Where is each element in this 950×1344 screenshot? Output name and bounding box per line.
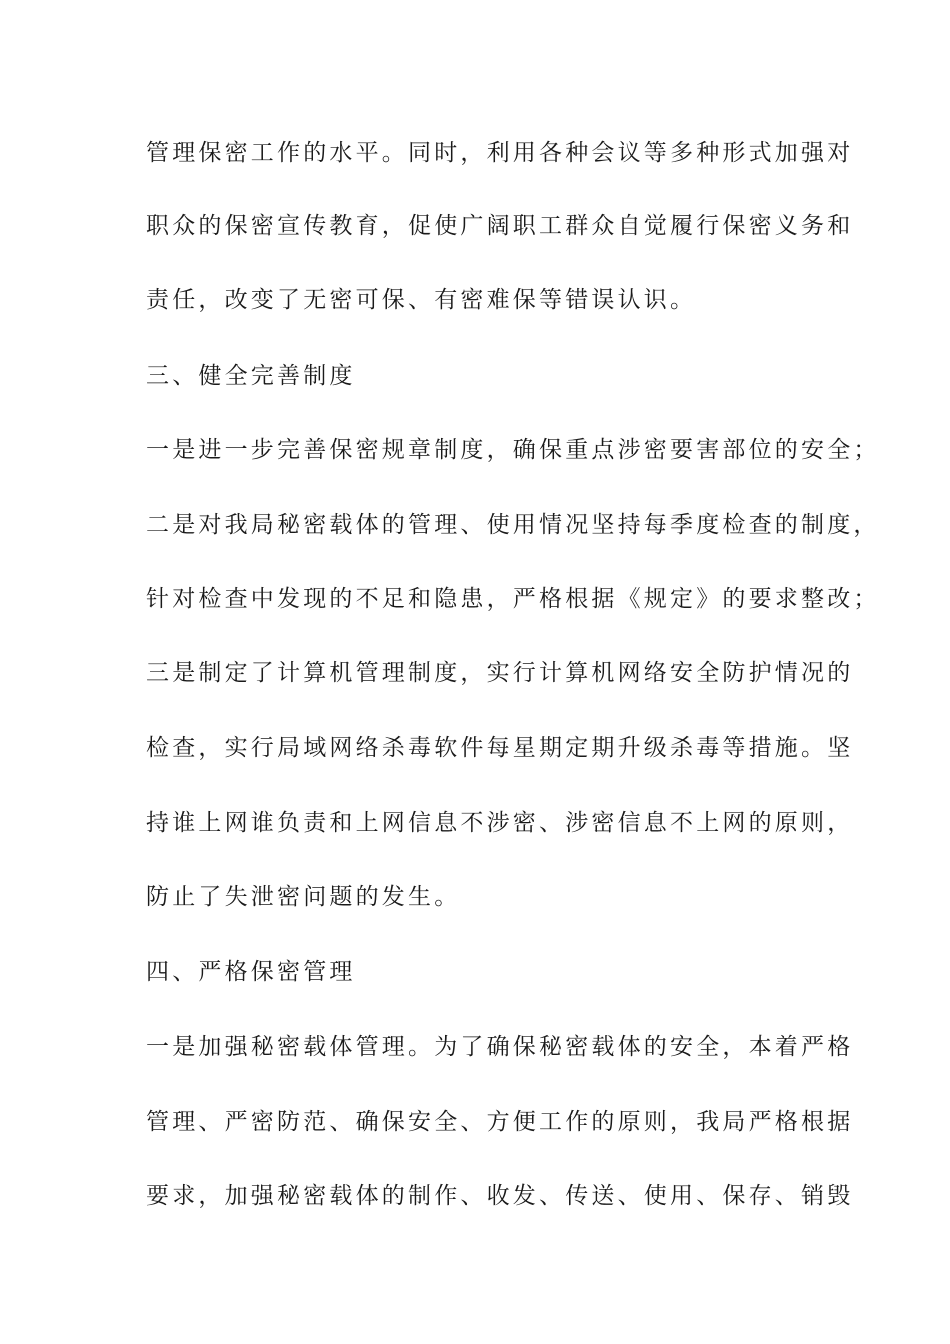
- paragraph-line: 责任，改变了无密可保、有密难保等错误认识。: [146, 287, 697, 313]
- paragraph-line: 防止了失泄密问题的发生。: [146, 884, 461, 910]
- paragraph-line: 二是对我局秘密载体的管理、使用情况坚持每季度检查的制度，: [146, 512, 880, 538]
- paragraph-line: 针对检查中发现的不足和隐患，严格根据《规定》的要求整改；: [146, 586, 880, 612]
- paragraph-line: 要求，加强秘密载体的制作、收发、传送、使用、保存、销毁: [146, 1183, 854, 1209]
- section-heading: 四、严格保密管理: [146, 959, 356, 985]
- paragraph-line: 管理、严密防范、确保安全、方便工作的原则，我局严格根据: [146, 1109, 854, 1135]
- paragraph-line: 一是进一步完善保密规章制度，确保重点涉密要害部位的安全；: [146, 437, 880, 463]
- section-heading: 三、健全完善制度: [146, 363, 356, 389]
- paragraph-line: 管理保密工作的水平。同时，利用各种会议等多种形式加强对: [146, 140, 854, 166]
- paragraph-line: 一是加强秘密载体管理。为了确保秘密载体的安全，本着严格: [146, 1034, 854, 1060]
- paragraph-line: 检查，实行局域网络杀毒软件每星期定期升级杀毒等措施。坚: [146, 735, 854, 761]
- paragraph-line: 三是制定了计算机管理制度，实行计算机网络安全防护情况的: [146, 660, 854, 686]
- paragraph-line: 职众的保密宣传教育，促使广阔职工群众自觉履行保密义务和: [146, 213, 854, 239]
- paragraph-line: 持谁上网谁负责和上网信息不涉密、涉密信息不上网的原则，: [146, 810, 854, 836]
